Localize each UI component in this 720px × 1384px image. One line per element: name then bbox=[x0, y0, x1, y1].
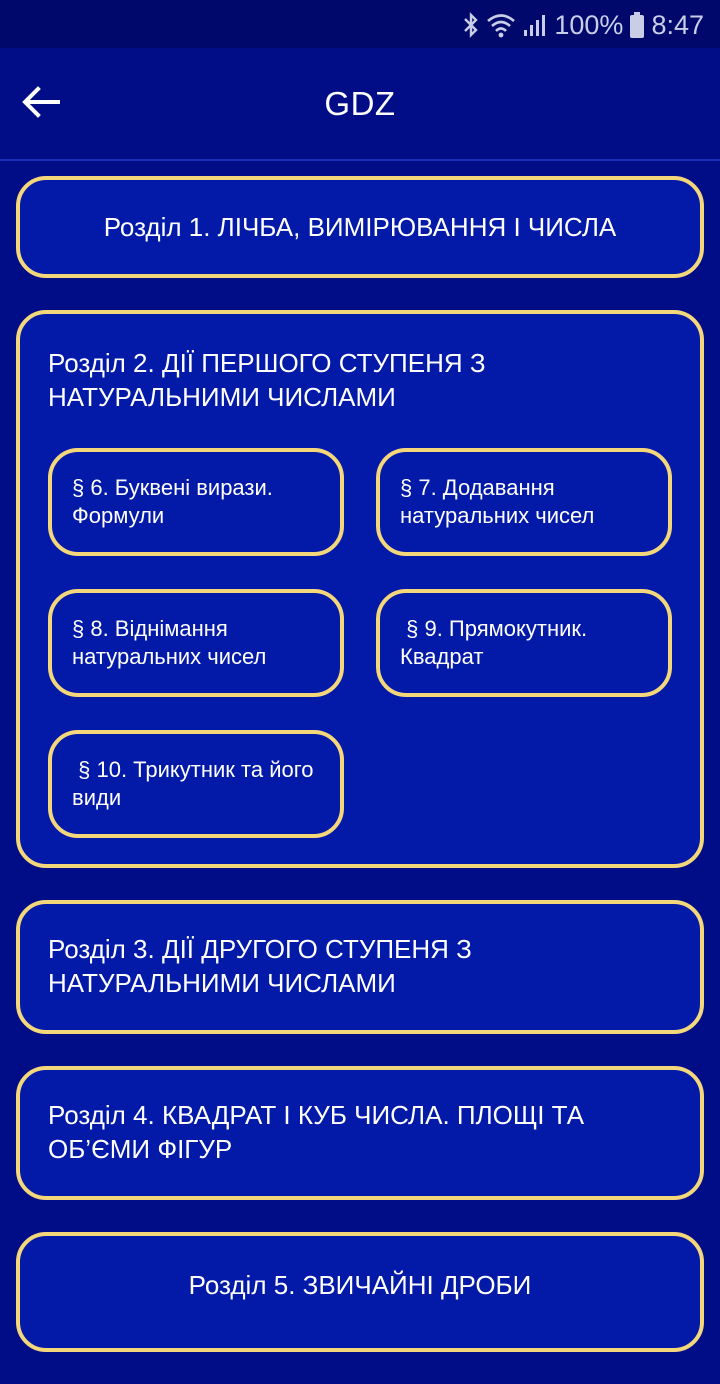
page-title: GDZ bbox=[324, 85, 396, 122]
paragraph-item-6[interactable] bbox=[48, 448, 344, 556]
paragraph-item-9[interactable] bbox=[376, 589, 672, 697]
clock: 8:47 bbox=[651, 9, 704, 40]
signal-icon bbox=[522, 12, 548, 38]
bluetooth-icon bbox=[462, 11, 480, 39]
status-bar bbox=[0, 0, 720, 48]
paragraph-item-10[interactable] bbox=[48, 730, 344, 838]
section-title: Розділ 2. ДІЇ ПЕРШОГО СТУПЕНЯ З НАТУРАЛЬНИМИ ЧИСЛАМИ bbox=[48, 348, 486, 412]
section-title: Розділ 3. ДІЇ ДРУГОГО СТУПЕНЯ З НАТУРАЛЬНИМИ ЧИСЛАМИ bbox=[48, 934, 472, 998]
paragraph-label: § 6. Буквені вирази. Формули bbox=[72, 475, 273, 528]
section-title: Розділ 4. КВАДРАТ І КУБ ЧИСЛА. ПЛОЩІ ТА ОБ’ЄМИ ФІГУР bbox=[48, 1100, 585, 1164]
wifi-icon bbox=[486, 12, 516, 38]
paragraph-item-8[interactable] bbox=[48, 589, 344, 697]
section-card-1[interactable] bbox=[16, 176, 704, 278]
status-icons bbox=[462, 8, 704, 42]
paragraph-label: § 10. Трикутник та його види bbox=[72, 757, 320, 810]
section-title: Розділ 5. ЗВИЧАЙНІ ДРОБИ bbox=[188, 1270, 532, 1300]
battery-icon bbox=[629, 11, 645, 39]
battery-percent: 100% bbox=[554, 9, 624, 40]
paragraph-item-7[interactable] bbox=[376, 448, 672, 556]
section-card-5[interactable] bbox=[16, 1232, 704, 1352]
section-card-4[interactable] bbox=[16, 1066, 704, 1200]
section-card-2[interactable] bbox=[16, 310, 704, 868]
paragraph-label: § 9. Прямокутник. Квадрат bbox=[400, 616, 594, 669]
section-card-3[interactable] bbox=[16, 900, 704, 1034]
section-title: Розділ 1. ЛІЧБА, ВИМІРЮВАННЯ І ЧИСЛА bbox=[103, 211, 617, 242]
paragraph-label: § 8. Віднімання натуральних чисел bbox=[72, 616, 267, 669]
app-bar bbox=[0, 48, 720, 161]
paragraph-label: § 7. Додавання натуральних чисел bbox=[400, 475, 595, 528]
paragraph-grid bbox=[48, 448, 672, 838]
section-list bbox=[16, 176, 704, 1384]
